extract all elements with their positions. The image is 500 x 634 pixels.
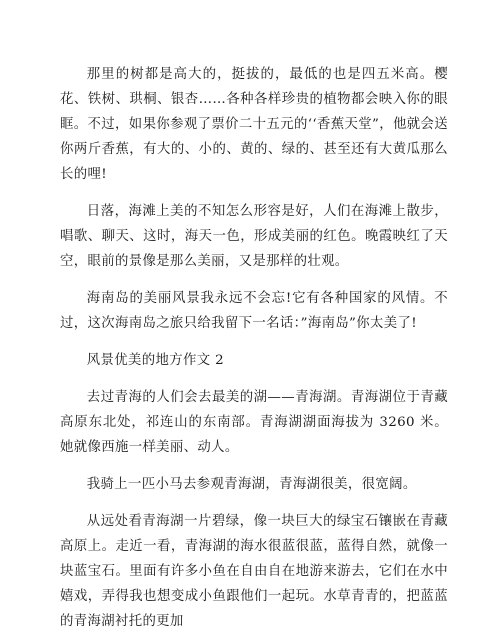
document-body	[60, 62, 448, 634]
paragraph-gap	[60, 187, 448, 199]
paragraph-gap	[60, 336, 448, 348]
paragraph-horse-ride: 我骑上一匹小马去参观青海湖，青海湖很美，很宽阔。	[86, 477, 417, 492]
paragraph-gap	[60, 497, 448, 509]
paragraph-gap	[60, 373, 448, 385]
paragraph-sunset: 日落，海滩上美的不知怎么形容是好，人们在海滩上散步，唱歌、聊天、这时，海天一色，形成美丽的红色。晚霞映红了天空，眼前的景像是那么美丽，又是那样的壮观。	[60, 204, 448, 269]
essay-heading: 风景优美的地方作文 2	[86, 353, 224, 368]
paragraph-qinghai-lake: 去过青海的人们会去最美的湖——青海湖。青海湖位于青藏高原东北处，祁连山的东南部。青海湖湖面海拔为 3260 米。她就像西施一样美丽、动人。	[60, 390, 448, 455]
paragraph-hainan: 海南岛的美丽风景我永远不会忘!它有各种国家的风情。不过，这次海南岛之旅只给我留下一名话：”海南岛”你太美了!	[60, 291, 448, 331]
paragraph-gap	[60, 460, 448, 472]
paragraph-gap	[60, 274, 448, 286]
paragraph-trees: 那里的树都是高大的，挺拔的，最低的也是四五米高。樱花、铁树、珙桐、银杏……各种各样珍贵的植物都会映入你的眼眶。不过，如果你参观了票价二十五元的‘‘香蕉天堂”，他就会送你两斤香蕉，有大的、小的、黄的、绿的、甚至还有大黄瓜那么长的哩!	[60, 67, 448, 182]
paragraph-lake-view: 从远处看青海湖一片碧绿，像一块巨大的绿宝石镶嵌在青藏高原上。走近一看，青海湖的海水很蓝很蓝，蓝得自然，就像一块蓝宝石。里面有许多小鱼在自由自在地游来游去，它们在水中嬉戏，弄得我也想变成小鱼跟他们一起玩。水草青青的，把蓝蓝的青海湖衬托的更加	[60, 514, 448, 629]
